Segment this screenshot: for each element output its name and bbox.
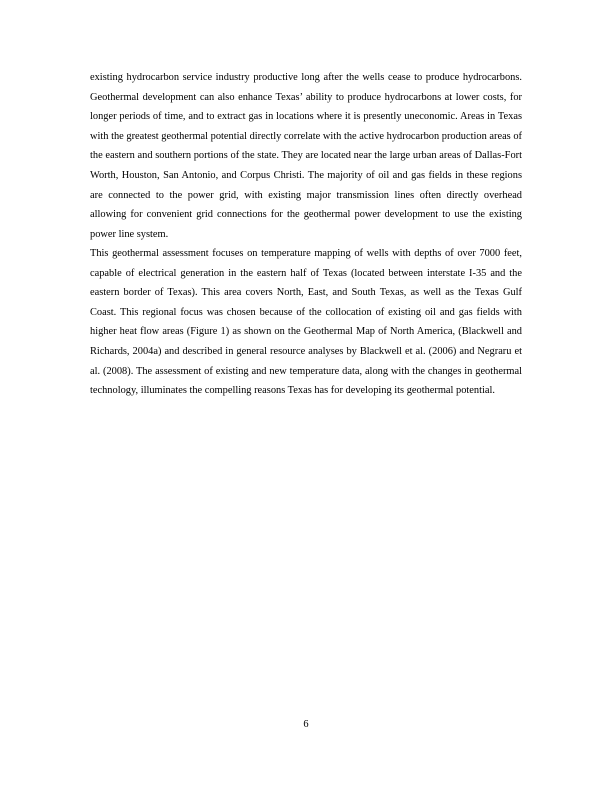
body-paragraph-2: This geothermal assessment focuses on temperature mapping of wells with depths of over 7000 feet, capable of electrical generation in the eastern half of Texas (located between interstate I-35 and the eastern border of Texas). This area covers North, East, and South Texas, as well as the Texas Gulf Coast. This regional focus was chosen because of the collocation of existing oil and gas fields with higher heat flow areas (Figure 1) as shown on the Geothermal Map of North America, (Blackwell and Richards, 2004a) and described in general resource analyses by Blackwell et al. (2006) and Negraru et al. (2008). The assessment of existing and new temperature data, along with the changes in geothermal technology, illuminates the compelling reasons Texas has for developing its geothermal potential.	[90, 248, 522, 397]
body-paragraph-1: existing hydrocarbon service industry productive long after the wells cease to produce hydrocarbons. Geothermal development can also enhance Texas’ ability to produce hydrocarbons at lower costs, for longer periods of time, and to extract gas in locations where it is presently uneconomic. Areas in Texas with the greatest geothermal potential directly correlate with the active hydrocarbon production areas of the eastern and southern portions of the state. They are located near the large urban areas of Dallas-Fort Worth, Houston, San Antonio, and Corpus Christi. The majority of oil and gas fields in these regions are connected to the power grid, with existing major transmission lines often directly overhead allowing for convenient grid connections for the geothermal power development to use the existing power line system.	[90, 72, 522, 240]
page-number: 6	[303, 719, 309, 730]
